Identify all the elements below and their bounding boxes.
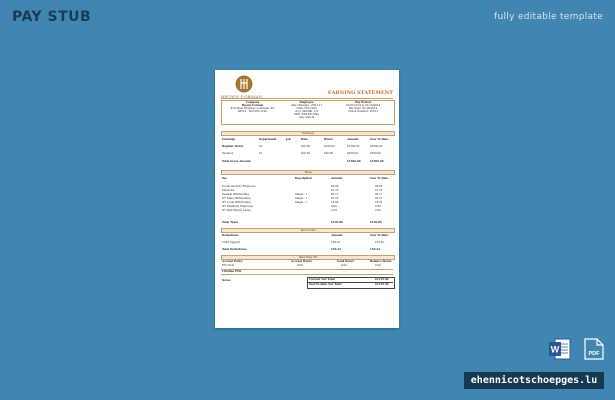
table-cell: $300.00 — [370, 152, 381, 155]
company-phone: 40210 · 502-585-1100 — [238, 110, 267, 113]
total-gross-amount: $1500.00 — [347, 160, 361, 163]
earnings-header: Amount — [347, 138, 359, 141]
table-cell: $10.00 — [301, 152, 311, 155]
table-cell: 0.00 — [375, 264, 381, 267]
employee-ssn: SSN: XXX-XX-1234 — [294, 113, 319, 116]
table-cell: 01 — [259, 145, 263, 148]
table-cell: 21.75 — [375, 189, 383, 192]
company-address: 850 Dixie Highway Louisville, KY — [230, 107, 275, 110]
taxes-header: Amount — [331, 177, 343, 180]
statement-heading: EARNING STATEMENT — [327, 90, 393, 96]
table-cell: 21.75 — [331, 189, 339, 192]
deductions-header: Amount — [331, 234, 343, 237]
table-cell: 3.33 — [331, 209, 337, 212]
total-taxes-label: Total Taxes — [222, 221, 239, 224]
table-cell: 85.17 — [375, 193, 383, 196]
svg-text:PDF: PDF — [588, 351, 600, 357]
total-taxes-amount: $120.84 — [331, 221, 343, 224]
table-cell: 85.17 — [331, 193, 339, 196]
table-cell: 3.33 — [375, 209, 381, 212]
table-cell: $1200.00 — [370, 145, 383, 148]
deductions-header: Deductions — [222, 234, 239, 237]
taxes-header: Description — [295, 177, 312, 180]
employee-label: Employee — [299, 101, 314, 104]
lifetime-pto-label: Lifetime PTO — [222, 270, 242, 273]
table-cell: Single - 1 — [295, 197, 308, 200]
pto-header: Accrual Hours — [291, 260, 312, 263]
employee-marital: Acct. Marital: 1/3 — [294, 110, 319, 113]
brand-name: BROWN-FORMAN — [221, 94, 263, 99]
total-deductions-label: Total Deductions — [222, 248, 247, 251]
table-cell: $10.00 — [301, 145, 311, 148]
current-net-label: Current Net Total — [309, 278, 335, 281]
table-cell: 0.00 — [341, 264, 347, 267]
table-cell: Child Support — [222, 241, 241, 244]
table-cell: 0.60 — [375, 205, 381, 208]
earnings-header: Job — [286, 138, 291, 141]
svg-text:W: W — [550, 344, 560, 355]
earnings-header: Hours — [324, 138, 333, 141]
table-cell: 93.00 — [375, 185, 383, 188]
employee-phone: (502) 555-1043 — [296, 107, 317, 110]
ytd-net-label: Year-To-Date Net Total — [309, 283, 342, 286]
divider — [221, 98, 393, 99]
table-cell: NY Local Withholding — [222, 201, 251, 204]
earnings-header: Department — [259, 138, 277, 141]
employee-id: Amy Gillespie · 0001-11 — [290, 104, 323, 107]
table-cell: Single - 1 — [295, 201, 308, 204]
company-name: Brown-Forman — [241, 104, 264, 107]
table-cell: $120.00 — [324, 145, 335, 148]
table-cell: NY State Withholding — [222, 197, 251, 200]
company-label: Company — [245, 101, 260, 104]
table-cell: $30.00 — [324, 152, 334, 155]
table-cell: 0.60 — [331, 205, 337, 208]
employee-name: Amy Vancik — [298, 116, 315, 119]
pay-date: Pay Date: 01/18/2014 — [348, 107, 378, 110]
word-file-icon[interactable] — [549, 338, 571, 360]
earnings-header: Earnings — [222, 138, 236, 141]
total-deductions-amount: 159.22 — [331, 248, 341, 251]
pto-header: Balance Hours — [370, 260, 392, 263]
pay-period-label: Pay Period — [355, 101, 371, 104]
pto-header: Used Hours — [337, 260, 354, 263]
table-cell: Medicare — [222, 189, 235, 192]
table-cell: $300.00 — [347, 152, 358, 155]
pay-stub-document — [215, 70, 399, 328]
table-cell: 0.00 — [297, 264, 303, 267]
pay-period-range: 01/01/2014 to 01/15/2014 — [345, 104, 381, 107]
page-title: PAY STUB — [12, 9, 92, 25]
table-cell: 01 — [259, 152, 263, 155]
pdf-file-icon[interactable] — [584, 338, 604, 360]
earnings-header: Year To Date — [370, 138, 389, 141]
check-number: Check Number: 10012 — [348, 110, 378, 113]
taxes-header: Year To Date — [370, 177, 389, 180]
current-net-value: $1219.94 — [375, 278, 389, 281]
table-cell: NY Paid Family Leave — [222, 209, 251, 212]
table-cell: 159.22 — [331, 241, 341, 244]
table-cell: PTO Sick — [222, 264, 235, 267]
site-watermark: ehennicotschoepges.lu — [464, 372, 604, 389]
total-gross-ytd: $1500.00 — [370, 160, 384, 163]
table-cell: Regular Hours — [222, 145, 244, 148]
table-cell: NY Disability Employee — [222, 205, 254, 208]
pto-header: Accrual Policy — [222, 260, 243, 263]
table-cell: 25.57 — [331, 197, 339, 200]
taxes-header: Tax — [222, 177, 227, 180]
table-cell: 25.57 — [375, 197, 383, 200]
table-cell: 18.24 — [331, 201, 339, 204]
table-cell: 93.00 — [331, 185, 339, 188]
page-subtitle: fully editable template — [494, 12, 603, 22]
ytd-net-value: $1219.94 — [375, 283, 389, 286]
table-cell: Federal Withholding — [222, 193, 249, 196]
total-deductions-ytd: 159.22 — [370, 248, 380, 251]
table-cell: $1200.00 — [347, 145, 360, 148]
table-cell: Vacation — [222, 152, 234, 155]
deductions-header: Year To Date — [370, 234, 389, 237]
table-cell: Single - 1 — [295, 193, 308, 196]
total-gross-label: Total Gross Amount — [222, 160, 251, 163]
table-cell: 159.22 — [375, 241, 385, 244]
divider — [221, 269, 393, 270]
pto-section-title: Paid Time Off — [221, 255, 395, 260]
table-cell: Social Security Employee — [222, 185, 256, 188]
total-taxes-ytd: $120.84 — [370, 221, 382, 224]
notes-label: Notes — [222, 279, 231, 282]
earnings-header: Rate — [301, 138, 308, 141]
taxes-section-title: Taxes — [221, 170, 395, 175]
divider — [221, 274, 393, 275]
deductions-section-title: Deductions — [221, 228, 395, 233]
table-cell: 18.24 — [375, 201, 383, 204]
earnings-section-title: Earnings — [221, 131, 395, 136]
